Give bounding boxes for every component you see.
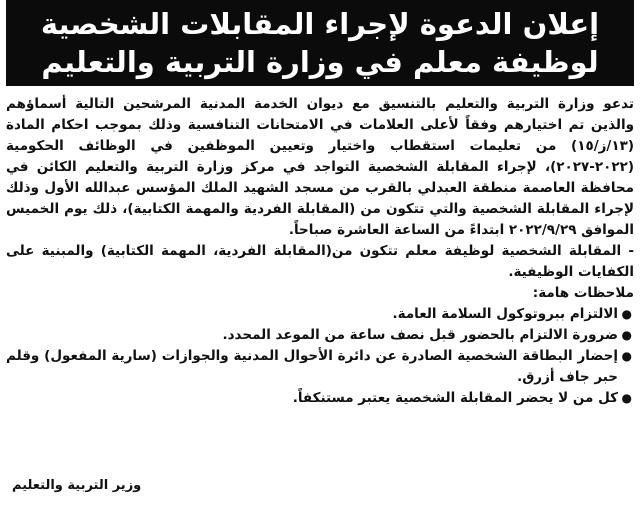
notes-title: ملاحظات هامة: bbox=[532, 285, 634, 301]
header-title-line-2: لوظيفة معلم في وزارة التربية والتعليم bbox=[41, 45, 599, 79]
notes-list bbox=[6, 304, 634, 409]
announcement-header bbox=[6, 0, 634, 86]
note-item: ● إحضار البطاقة الشخصية الصادرة عن دائرة الأحوال المدنية والجوازات (سارية المفعول) وقلم حبر جاف أزرق. bbox=[6, 346, 634, 388]
note-item: ● الالتزام ببروتوكول السلامة العامة. bbox=[6, 304, 634, 325]
note-item: ● كل من لا يحضر المقابلة الشخصية يعتبر مستنكفاً. bbox=[6, 388, 634, 409]
header-title-line-1: إعلان الدعوة لإجراء المقابلات الشخصية bbox=[40, 7, 600, 41]
minister-signature: وزير التربية والتعليم bbox=[12, 478, 142, 493]
interview-composition-paragraph: - المقابلة الشخصية لوظيفة معلم تتكون من(المقابلة الفردية، المهمة الكتابية) والمبنية على الكفايات الوظيفية. bbox=[6, 243, 634, 280]
invitation-paragraph: تدعو وزارة التربية والتعليم بالتنسيق مع ديوان الخدمة المدنية المرشحين التالية أسماؤهم والذين تم اختيارهم وفقاً لأعلى العلامات في الامتحانات التنافسية وذلك بموجب احكام المادة (١٣/ز/١٥) من تعليمات استقطاب واختيار وتعيين الموظفين في الوظائف الحكومية (٢٠٢٢-٢٠٢٧)، لإجراء المقابلة الشخصية التواجد في مركز وزارة التربية والتعليم الكائن في محافظة العاصمة منطقة العبدلي بالقرب من مسجد الشهيد الملك المؤسس عبدالله الأول وذلك لإجراء المقابلة الشخصية والتي تتكون من (المقابلة الفردية والمهمة الكتابية)، ذلك يوم الخميس الموافق ٢٠٢٢/٩/٢٩ ابتداءً من الساعة العاشرة صباحاً. bbox=[6, 96, 634, 238]
announcement-body bbox=[6, 94, 634, 494]
note-item: ● ضرورة الالتزام بالحضور قبل نصف ساعة من الموعد المحدد. bbox=[6, 325, 634, 346]
